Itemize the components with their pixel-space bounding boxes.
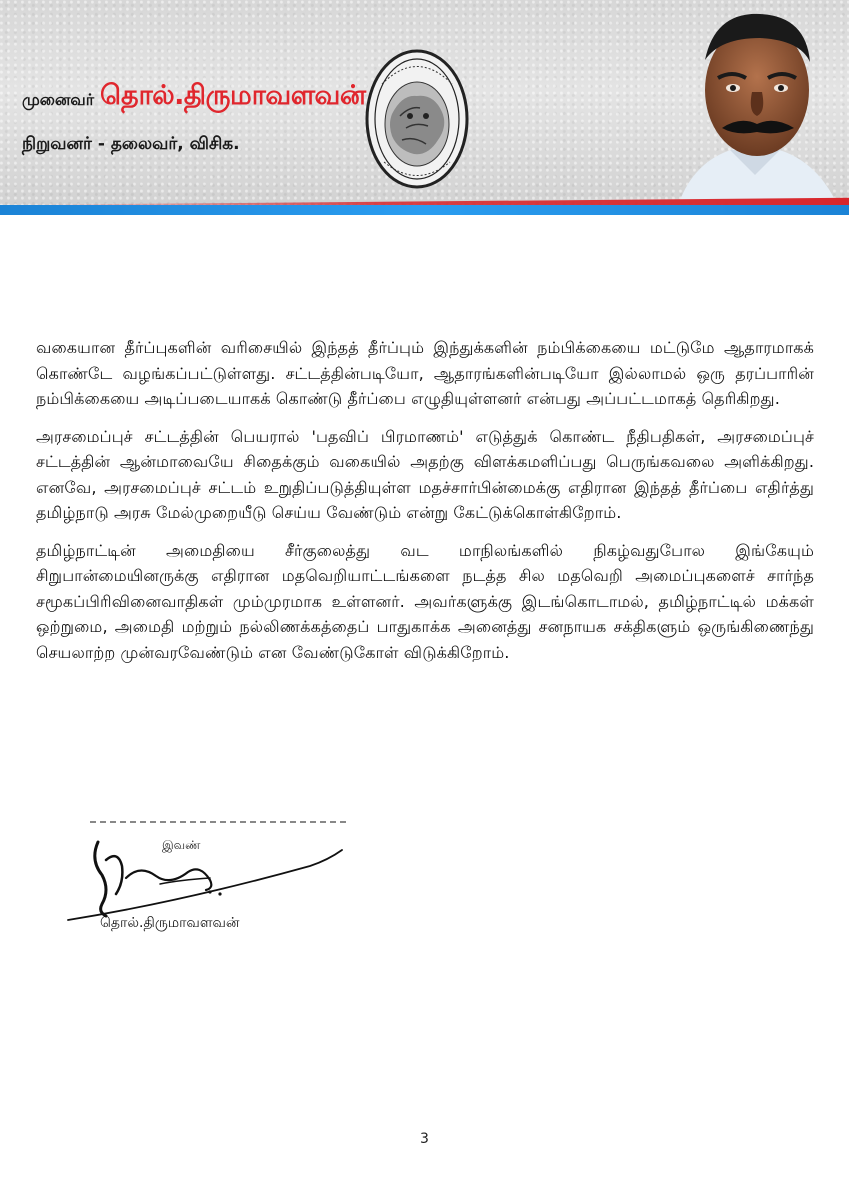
page-number: 3	[420, 1131, 429, 1147]
handwritten-signature-icon	[60, 820, 360, 930]
signatory-name: தொல்.திருமாவளவன்	[100, 915, 240, 931]
title-prefix: முனைவர்	[22, 90, 95, 109]
paragraph: வகையான தீர்ப்புகளின் வரிசையில் இந்தத் தீர்ப்பும் இந்துக்களின் நம்பிக்கையை மட்டுமே ஆதாரமாகக் கொண்டே வழங்கப்பட்டுள்ளது. சட்டத்தின்படியோ, ஆதாரங்களின்படியோ இல்லாமல் ஒரு தரப்பாரின் நம்பிக்கையை அடிப்படையாகக் கொண்டு தீர்ப்பை எழுதியுள்ளனர் என்பது அப்பட்டமாகத் தெரிகிறது.	[36, 338, 814, 408]
designation: நிறுவனர் - தலைவர், விசிக.	[22, 134, 240, 154]
letterhead-banner	[0, 0, 849, 205]
paragraph: அரசமைப்புச் சட்டத்தின் பெயரால் 'பதவிப் பிரமாணம்' எடுத்துக் கொண்ட நீதிபதிகள், அரசமைப்புச் சட்டத்தின் ஆன்மாவையே சிதைக்கும் வகையில் அதற்கு விளக்கமளிப்பது பெருங்கவலை அளிக்கிறது. எனவே, அரசமைப்புச் சட்டம் உறுதிப்படுத்தியுள்ள மதச்சார்பின்மைக்கு எதிரான இந்தத் தீர்ப்பை எதிர்த்து தமிழ்நாடு அரசு மேல்முறையீடு செய்ய வேண்டும் என்று கேட்டுக்கொள்கிறோம்.	[36, 426, 814, 522]
letter-body	[36, 335, 814, 677]
leader-portrait-icon	[660, 0, 849, 200]
paragraph: தமிழ்நாட்டின் அமைதியை சீர்குலைத்து வட மாநிலங்களில் நிகழ்வதுபோல இங்கேயும் சிறுபான்மையினருக்கு எதிரான மதவெறியாட்டங்களை நடத்த சில மதவெறி அமைப்புகளைச் சார்ந்த சமூகப்பிரிவினைவாதிகள் மும்முரமாக உள்ளனர். அவர்களுக்கு இடங்கொடாமல், தமிழ்நாட்டில் மக்கள் ஒற்றுமை, அமைதி மற்றும் நல்லிணக்கத்தைப் பாதுகாக்க அனைத்து சனநாயக சக்திகளும் ஒருங்கிணைந்து செயலாற்ற முன்வரவேண்டும் என வேண்டுகோள் விடுக்கிறோம்.	[36, 540, 814, 662]
signature-label: இவண்	[162, 838, 201, 852]
party-emblem-icon	[362, 44, 472, 194]
banner-blue-stripe	[0, 205, 849, 215]
leader-name: தொல்.திருமாவளவன்	[100, 80, 366, 111]
